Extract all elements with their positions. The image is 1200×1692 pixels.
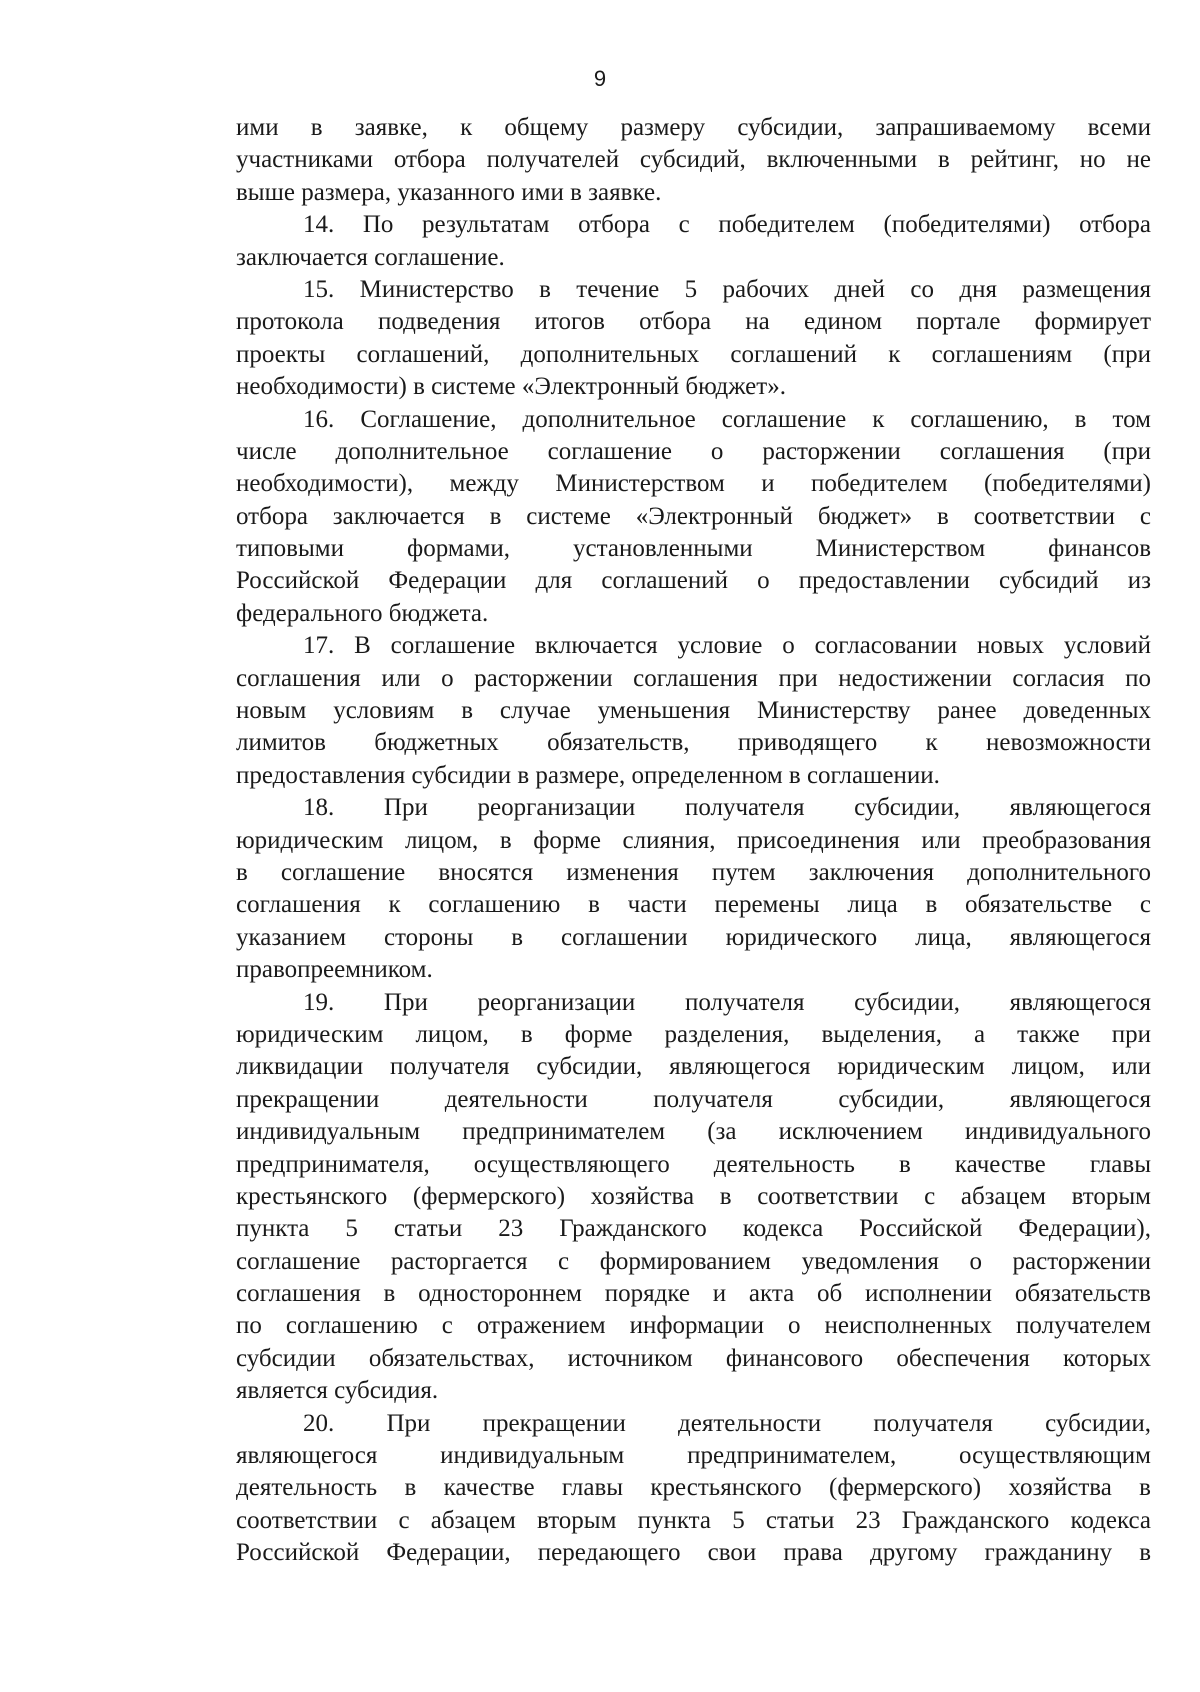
text-line: юридическим лицом, в форме разделения, выделения, а также при — [236, 1020, 1151, 1048]
text-line: заключается соглашение. — [236, 243, 505, 271]
text-line: выше размера, указанного ими в заявке. — [236, 178, 662, 206]
text-line: участниками отбора получателей субсидий, включенными в рейтинг, но не — [236, 146, 1151, 174]
text-line: 15. Министерство в течение 5 рабочих дней со дня размещения — [303, 275, 1151, 303]
text-line: указанием стороны в соглашении юридического лица, являющегося — [236, 923, 1151, 951]
text-line: предпринимателя, осуществляющего деятельность в качестве главы — [236, 1150, 1151, 1178]
text-line: типовыми формами, установленными Министерством финансов — [236, 535, 1151, 563]
text-line: соглашения к соглашению в части перемены лица в обязательстве с — [236, 891, 1151, 919]
text-line: являющегося индивидуальным предпринимателем, осуществляющим — [236, 1442, 1151, 1470]
text-line: ликвидации получателя субсидии, являющегося юридическим лицом, или — [236, 1053, 1151, 1081]
text-line: юридическим лицом, в форме слияния, присоединения или преобразования — [236, 826, 1151, 854]
text-line: правопреемником. — [236, 956, 433, 984]
text-line: лимитов бюджетных обязательств, приводящего к невозможности — [236, 729, 1151, 757]
text-line: соглашения в одностороннем порядке и акта об исполнении обязательств — [236, 1280, 1151, 1308]
text-line: 18. При реорганизации получателя субсидии, являющегося — [303, 794, 1151, 822]
text-line: крестьянского (фермерского) хозяйства в соответствии с абзацем вторым — [236, 1182, 1151, 1210]
text-line: в соглашение вносятся изменения путем заключения дополнительного — [236, 858, 1151, 886]
text-line: ими в заявке, к общему размеру субсидии, запрашиваемому всеми — [236, 114, 1151, 141]
text-line: является субсидия. — [236, 1377, 439, 1405]
text-line: отбора заключается в системе «Электронный бюджет» в соответствии с — [236, 502, 1151, 530]
text-line: 19. При реорганизации получателя субсидии, являющегося — [303, 988, 1151, 1016]
text-line: предоставления субсидии в размере, определенном в соглашении. — [236, 761, 940, 789]
text-line: необходимости) в системе «Электронный бюджет». — [236, 373, 786, 401]
text-line: Российской Федерации для соглашений о предоставлении субсидий из — [236, 567, 1151, 595]
text-line: 20. При прекращении деятельности получателя субсидии, — [303, 1409, 1151, 1437]
body-text — [236, 112, 1151, 1570]
text-line: прекращении деятельности получателя субсидии, являющегося — [236, 1085, 1151, 1113]
text-line: по соглашению с отражением информации о неисполненных получателем — [236, 1312, 1151, 1340]
text-line: необходимости), между Министерством и победителем (победителями) — [236, 470, 1151, 498]
text-line: числе дополнительное соглашение о расторжении соглашения (при — [236, 437, 1151, 465]
text-line: соглашения или о расторжении соглашения при недостижении согласия по — [236, 664, 1151, 692]
text-line: 17. В соглашение включается условие о согласовании новых условий — [303, 632, 1151, 660]
text-line: пункта 5 статьи 23 Гражданского кодекса Российской Федерации), — [236, 1215, 1151, 1243]
text-line: протокола подведения итогов отбора на едином портале формирует — [236, 308, 1151, 336]
text-line: 16. Соглашение, дополнительное соглашение к соглашению, в том — [303, 405, 1151, 433]
text-line: соответствии с абзацем вторым пункта 5 статьи 23 Гражданского кодекса — [236, 1506, 1151, 1534]
text-line: Российской Федерации, передающего свои права другому гражданину в — [236, 1539, 1151, 1567]
text-line: проекты соглашений, дополнительных соглашений к соглашениям (при — [236, 340, 1151, 368]
text-line: новым условиям в случае уменьшения Министерству ранее доведенных — [236, 697, 1151, 725]
text-line: федерального бюджета. — [236, 599, 489, 627]
text-line: 14. По результатам отбора с победителем (победителями) отбора — [303, 211, 1151, 239]
page-number: 9 — [593, 66, 607, 91]
text-line: соглашение расторгается с формированием уведомления о расторжении — [236, 1247, 1151, 1275]
text-line: субсидии обязательствах, источником финансового обеспечения которых — [236, 1344, 1151, 1372]
text-line: индивидуальным предпринимателем (за исключением индивидуального — [236, 1118, 1151, 1146]
text-line: деятельность в качестве главы крестьянского (фермерского) хозяйства в — [236, 1474, 1151, 1502]
